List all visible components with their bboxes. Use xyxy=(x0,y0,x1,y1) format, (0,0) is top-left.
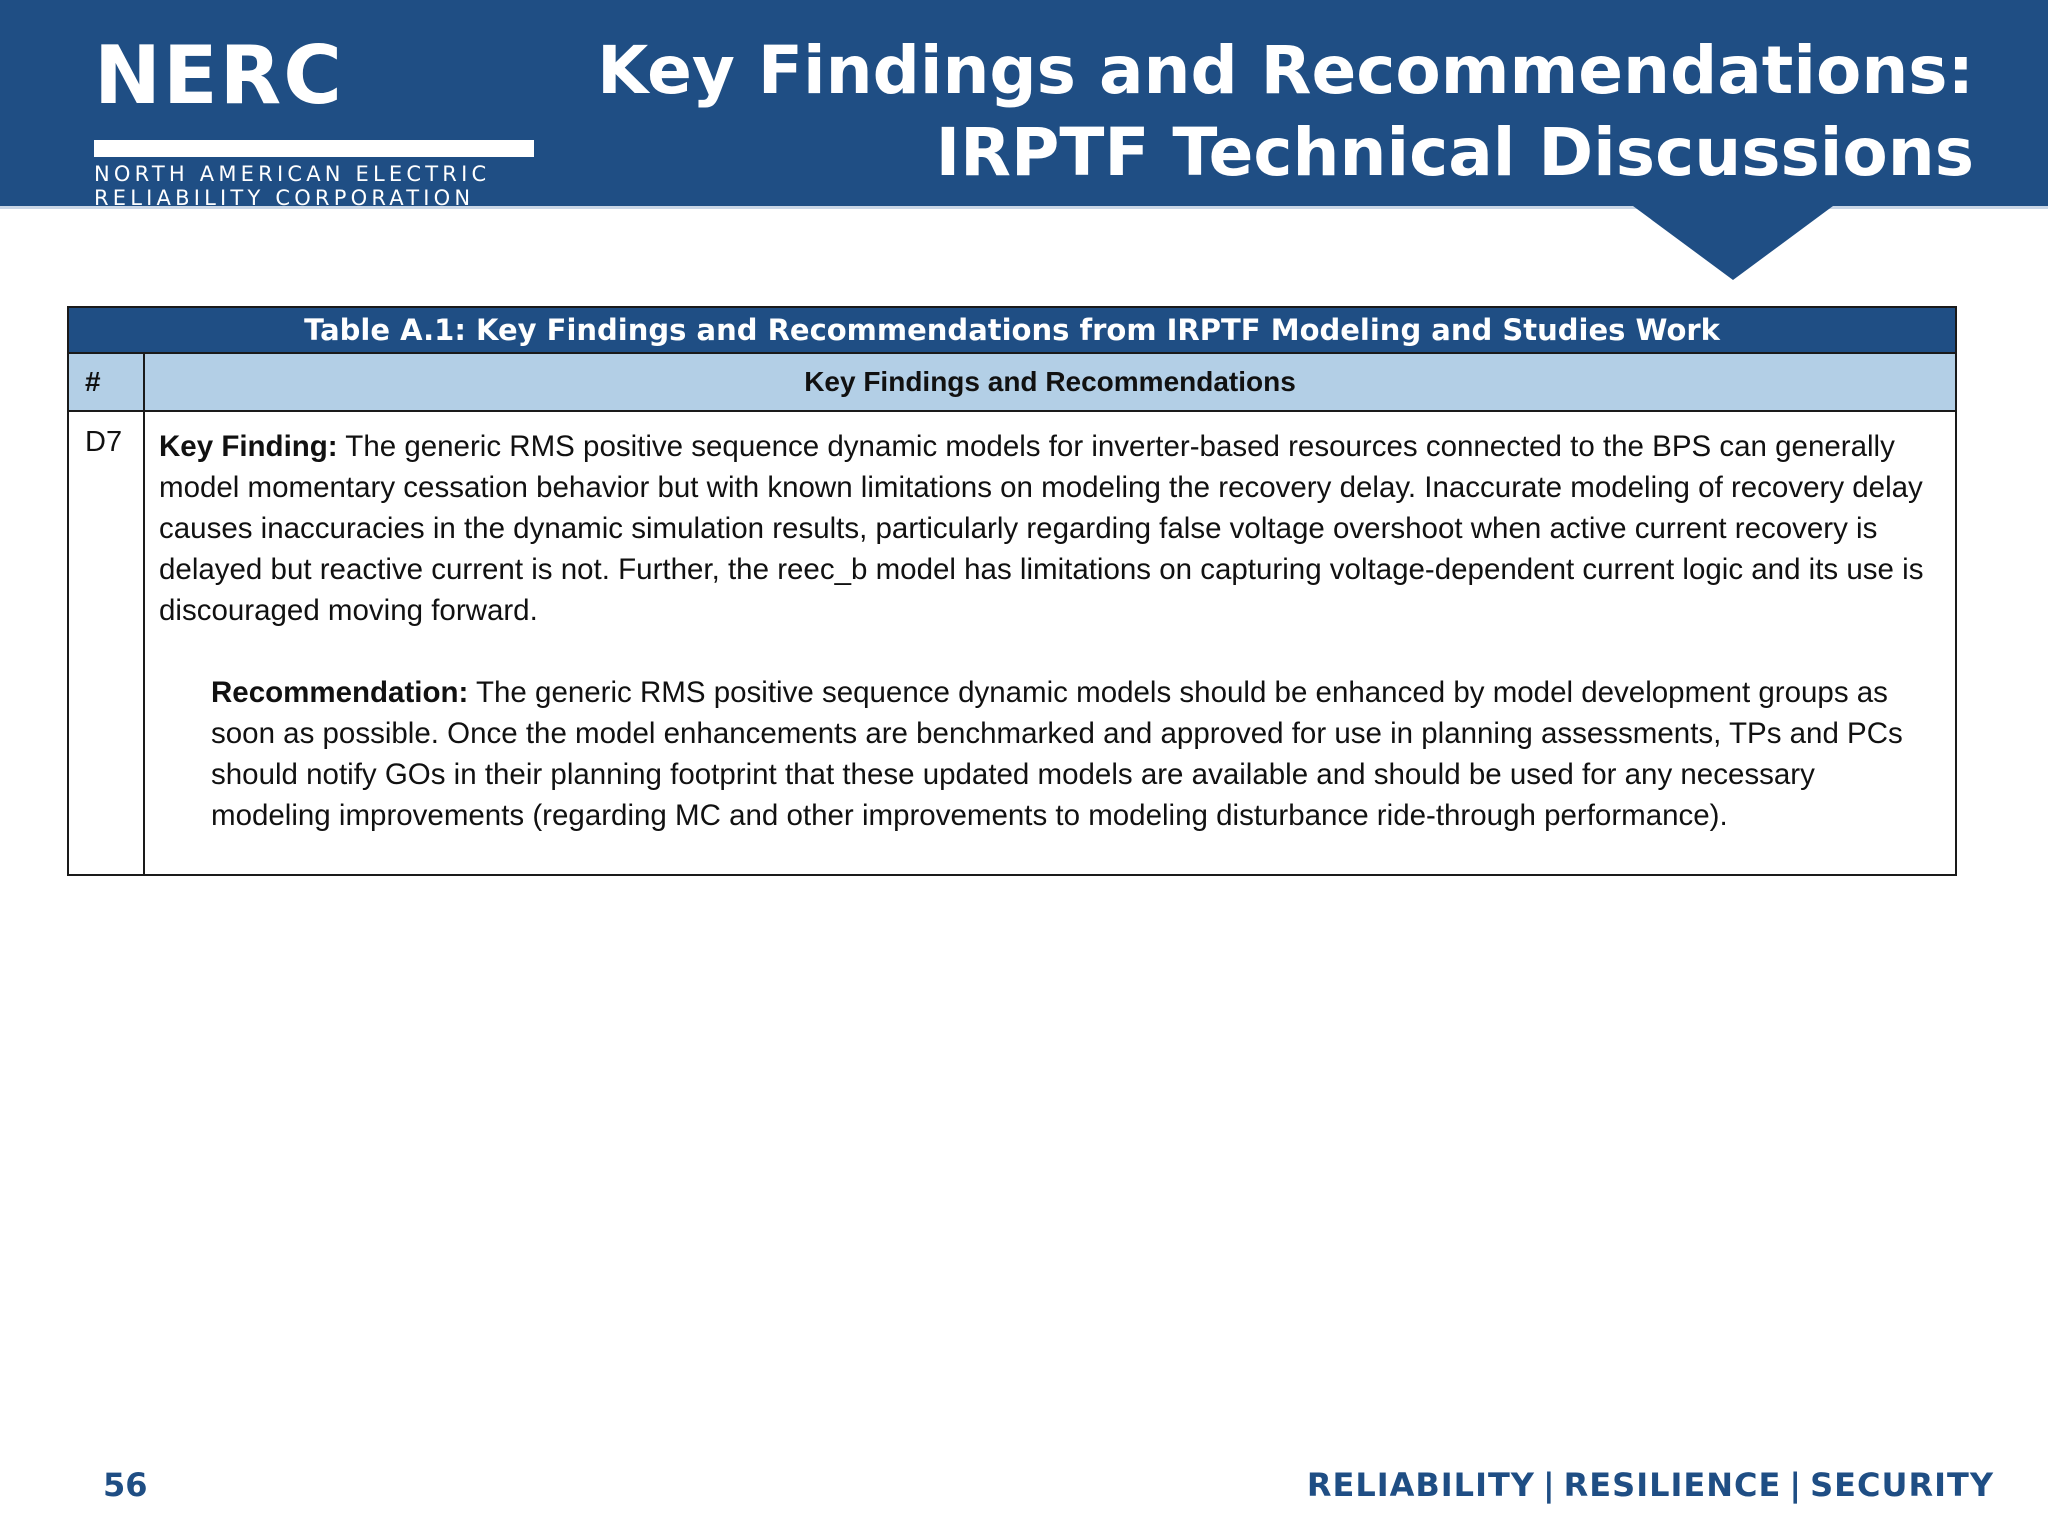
tagline-resilience: RESILIENCE xyxy=(1563,1466,1782,1504)
recommendation-label: Recommendation: xyxy=(211,676,469,709)
tagline-separator: | xyxy=(1789,1466,1803,1504)
row-content xyxy=(144,411,1956,875)
logo-subtitle-line2: RELIABILITY CORPORATION xyxy=(94,186,475,210)
logo-bar xyxy=(94,140,534,157)
header-arrow-decoration xyxy=(1633,206,1833,280)
tagline-separator: | xyxy=(1542,1466,1556,1504)
recommendation xyxy=(159,672,1925,836)
findings-table xyxy=(67,306,1957,876)
page-title xyxy=(597,30,1974,194)
key-finding-text: The generic RMS positive sequence dynamic models for inverter-based resources connected to the BPS can generally model momentary cessation behavior but with known limitations on modeling the recovery delay. Inaccurate modeling of recovery delay causes inaccuracies in the dynamic simulation results, particularly regarding false voltage overshoot when active current recovery is delayed but reactive current is not. Further, the reec_b model has limitations on capturing voltage-dependent current logic and its use is discouraged moving forward. xyxy=(159,430,1924,627)
column-header-number: # xyxy=(68,353,144,411)
page-number: 56 xyxy=(103,1466,148,1504)
column-header-findings: Key Findings and Recommendations xyxy=(144,353,1956,411)
tagline-security: SECURITY xyxy=(1810,1466,1994,1504)
page-title-line2: IRPTF Technical Discussions xyxy=(935,114,1974,191)
row-id: D7 xyxy=(68,411,144,875)
tagline-reliability: RELIABILITY xyxy=(1306,1466,1535,1504)
footer-tagline xyxy=(1307,1466,1994,1504)
page-title-line1: Key Findings and Recommendations: xyxy=(597,32,1974,109)
nerc-logo xyxy=(94,29,534,210)
table-header-row xyxy=(68,353,1956,411)
table-caption: Table A.1: Key Findings and Recommendations from IRPTF Modeling and Studies Work xyxy=(68,307,1956,353)
logo-wordmark: NERC xyxy=(94,29,344,122)
table-caption-row xyxy=(68,307,1956,353)
logo-subtitle-line1: NORTH AMERICAN ELECTRIC xyxy=(94,162,491,186)
key-finding-label: Key Finding: xyxy=(159,430,338,463)
recommendation-text: The generic RMS positive sequence dynamic models should be enhanced by model development groups as soon as possible. Once the model enhancements are benchmarked and approved for use in planning assessments, TPs and PCs should notify GOs in their planning footprint that these updated models are available and should be used for any necessary modeling improvements (regarding MC and other improvements to modeling disturbance ride-through performance). xyxy=(211,676,1903,832)
key-finding xyxy=(159,426,1925,631)
table-row xyxy=(68,411,1956,875)
